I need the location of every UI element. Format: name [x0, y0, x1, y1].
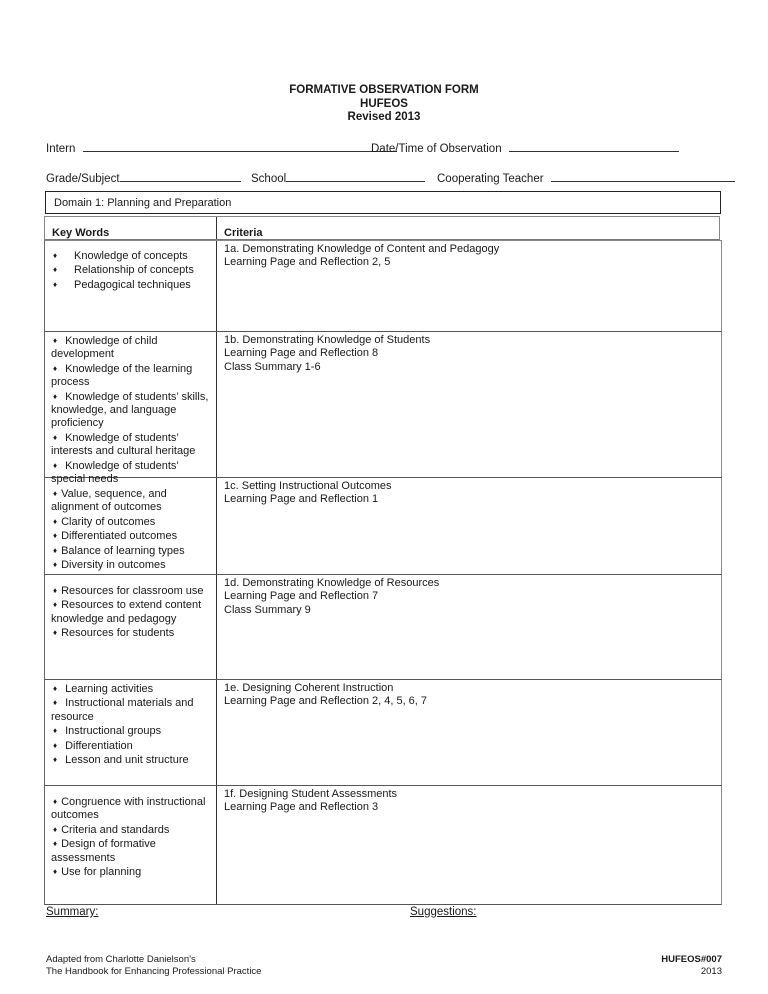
key-word-item: ♦ Knowledge of students’ special needs: [51, 459, 179, 486]
key-word-item: ♦ Design of formative assessments: [51, 838, 156, 864]
key-word-item: ♦ Instructional materials and resource: [51, 697, 194, 723]
diamond-bullet-icon: ♦: [53, 628, 58, 638]
criteria-reference: Learning Page and Reflection 1: [224, 493, 379, 506]
criteria-cell: [224, 243, 717, 270]
criteria-header: Criteria: [224, 227, 263, 239]
criteria-title: 1c. Setting Instructional Outcomes: [224, 480, 392, 492]
key-word-item: ♦ Knowledge of concepts: [53, 250, 188, 262]
key-word-item: ♦ Knowledge of child development: [51, 335, 158, 361]
diamond-bullet-icon: ♦: [53, 251, 58, 260]
key-words-cell: [45, 332, 217, 486]
key-words-cell: [45, 575, 217, 679]
key-word-item: ♦ Lesson and unit structure: [53, 754, 189, 767]
key-word-item: ♦ Learning activities: [53, 683, 154, 695]
footer-credit: [46, 954, 261, 978]
key-word-item: ♦ Differentiated outcomes: [53, 530, 178, 543]
table-row-1e: [44, 680, 722, 786]
form-revision: Revised 2013: [347, 111, 421, 123]
criteria-title: 1a. Demonstrating Knowledge of Content and Pedagogy: [224, 243, 500, 255]
key-words-cell: [45, 680, 217, 785]
date-time-field[interactable]: [509, 141, 679, 152]
criteria-title: 1e. Designing Coherent Instruction: [224, 682, 394, 694]
school-field-group: [251, 171, 425, 185]
form-code: HUFEOS#007: [661, 954, 722, 965]
criteria-cell: [224, 577, 717, 617]
diamond-bullet-icon: ♦: [53, 797, 58, 806]
column-divider: [216, 217, 217, 239]
key-word-item: ♦ Knowledge of students’ skills, knowledge, and language proficiency: [51, 390, 209, 430]
table-row-1d: [44, 575, 722, 680]
criteria-title: 1f. Designing Student Assessments: [224, 788, 398, 800]
form-header: [0, 84, 768, 125]
criteria-title: 1d. Demonstrating Knowledge of Resources: [224, 577, 440, 589]
key-word-item: ♦ Clarity of outcomes: [53, 515, 156, 528]
criteria-cell: [224, 334, 717, 374]
form-subtitle: HUFEOS: [360, 97, 408, 110]
grade-subject-field-group: [46, 171, 241, 185]
table-row-1f: [44, 786, 722, 905]
criteria-reference: Class Summary 1-6: [224, 360, 321, 373]
key-word-item: ♦ Use for planning: [53, 866, 142, 879]
key-word-item: ♦ Pedagogical techniques: [53, 278, 191, 291]
criteria-cell: [224, 788, 717, 815]
cooperating-teacher-field-group: [437, 171, 735, 185]
key-word-item: ♦ Resources to extend content knowledge and pedagogy: [51, 599, 202, 625]
form-title: FORMATIVE OBSERVATION FORM: [289, 84, 479, 96]
diamond-bullet-icon: ♦: [53, 586, 58, 595]
domain-title-box: [45, 191, 721, 214]
credit-line-2: The Handbook for Enhancing Professional Practice: [46, 966, 262, 977]
key-words-cell: [45, 478, 217, 574]
key-word-item: ♦ Diversity in outcomes: [53, 559, 166, 572]
form-year: 2013: [700, 966, 722, 977]
diamond-bullet-icon: ♦: [53, 391, 58, 401]
key-word-item: ♦ Relationship of concepts: [53, 264, 194, 277]
diamond-bullet-icon: ♦: [53, 824, 58, 834]
cooperating-teacher-field[interactable]: [551, 171, 735, 182]
criteria-title: 1b. Demonstrating Knowledge of Students: [224, 334, 431, 346]
diamond-bullet-icon: ♦: [53, 740, 58, 750]
intern-field-group: [46, 141, 397, 155]
criteria-reference: Learning Page and Reflection 2, 4, 5, 6, 7: [224, 695, 428, 708]
diamond-bullet-icon: ♦: [53, 755, 58, 765]
diamond-bullet-icon: ♦: [53, 600, 58, 610]
key-word-item: ♦ Congruence with instructional outcomes: [51, 796, 206, 822]
diamond-bullet-icon: ♦: [53, 560, 58, 570]
diamond-bullet-icon: ♦: [53, 698, 58, 708]
diamond-bullet-icon: ♦: [53, 867, 58, 877]
key-words-header: Key Words: [52, 227, 110, 239]
diamond-bullet-icon: ♦: [53, 516, 58, 526]
key-word-item: ♦ Knowledge of the learning process: [51, 362, 193, 389]
summary-label: Summary:: [46, 906, 99, 918]
criteria-reference: Learning Page and Reflection 7: [224, 590, 379, 603]
criteria-reference: Learning Page and Reflection 8: [224, 347, 379, 360]
key-word-item: ♦ Resources for classroom use: [53, 585, 204, 597]
criteria-reference: Learning Page and Reflection 3: [224, 801, 379, 814]
key-word-item: ♦ Criteria and standards: [53, 823, 170, 836]
domain-title: Domain 1: Planning and Preparation: [54, 197, 232, 209]
date-time-field-group: [371, 141, 679, 155]
criteria-cell: [224, 682, 717, 709]
suggestions-label: Suggestions:: [410, 906, 477, 918]
criteria-reference: Learning Page and Reflection 2, 5: [224, 256, 391, 269]
diamond-bullet-icon: ♦: [53, 726, 58, 736]
diamond-bullet-icon: ♦: [53, 265, 58, 275]
school-field[interactable]: [286, 171, 425, 182]
key-words-cell: [45, 786, 217, 904]
diamond-bullet-icon: ♦: [53, 839, 58, 849]
diamond-bullet-icon: ♦: [53, 545, 58, 555]
intern-label: Intern: [46, 143, 76, 155]
key-words-cell: [45, 241, 217, 331]
diamond-bullet-icon: ♦: [53, 460, 58, 470]
table-row-1a: [44, 240, 722, 332]
diamond-bullet-icon: ♦: [53, 489, 58, 498]
diamond-bullet-icon: ♦: [53, 684, 58, 693]
table-row-1c: [44, 478, 722, 575]
table-header-row: [44, 216, 720, 240]
cooperating-teacher-label: Cooperating Teacher: [437, 173, 544, 185]
grade-subject-field[interactable]: [120, 171, 241, 182]
key-word-item: ♦ Differentiation: [53, 739, 133, 752]
criteria-cell: [224, 480, 717, 507]
date-time-label: Date/Time of Observation: [371, 143, 502, 155]
diamond-bullet-icon: ♦: [53, 336, 58, 345]
key-word-item: ♦ Resources for students: [53, 627, 175, 640]
school-label: School: [251, 173, 287, 185]
diamond-bullet-icon: ♦: [53, 531, 58, 541]
key-word-item: ♦ Instructional groups: [53, 725, 162, 738]
criteria-reference: Class Summary 9: [224, 603, 311, 616]
key-word-item: ♦ Knowledge of students’ interests and cultural heritage: [51, 431, 196, 458]
diamond-bullet-icon: ♦: [53, 279, 58, 289]
key-word-item: ♦ Value, sequence, and alignment of outcomes: [51, 488, 167, 514]
key-word-item: ♦ Balance of learning types: [53, 544, 185, 557]
intern-field[interactable]: [83, 141, 397, 152]
diamond-bullet-icon: ♦: [53, 432, 58, 442]
credit-line-1: Adapted from Charlotte Danielson’s: [46, 954, 196, 965]
grade-subject-label: Grade/Subject: [46, 173, 120, 185]
diamond-bullet-icon: ♦: [53, 363, 58, 373]
footer-form-code: [661, 954, 722, 978]
